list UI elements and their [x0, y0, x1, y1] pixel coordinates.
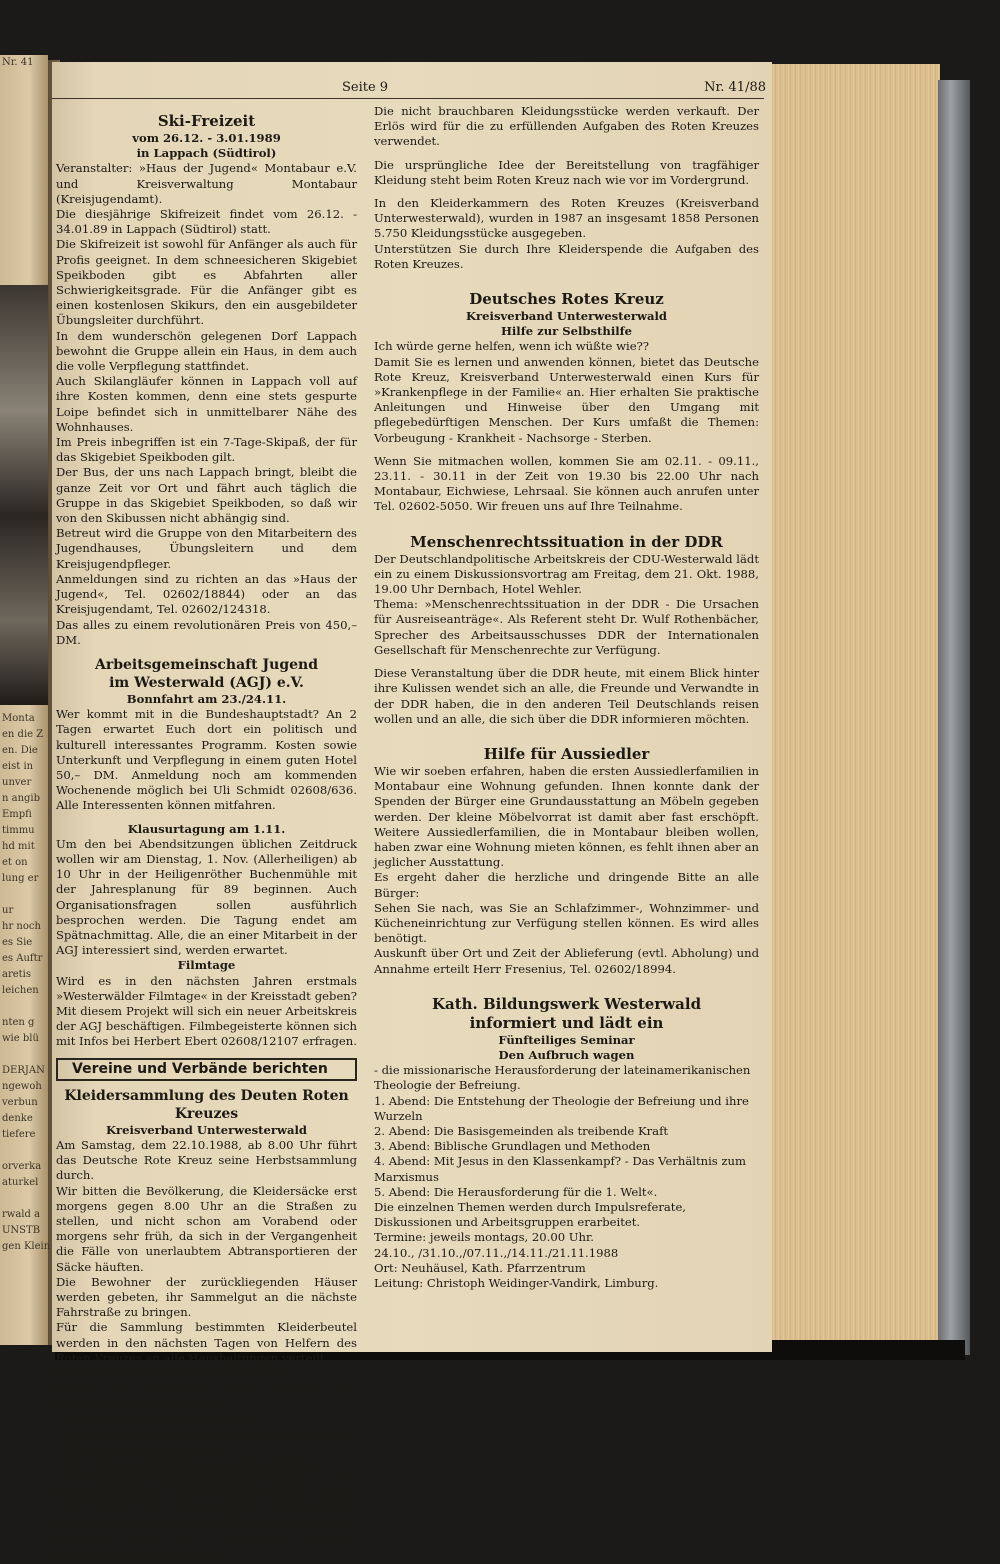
kath-line: Die einzelnen Themen werden durch Impulsreferate, Diskussionen und Arbeitsgruppen erarbeitet. — [374, 1199, 686, 1230]
paragraph: Der Deutschlandpolitische Arbeitskreis der CDU-Westerwald lädt ein zu einem Diskussionsvortrag am Freitag, dem 21. Okt. 1988, 19.00 Uhr Dernbach, Hotel Wehler. — [374, 551, 759, 597]
left-page-fragment: es Sie — [2, 937, 33, 948]
ski-title: Ski-Freizeit — [157, 112, 256, 130]
klausur-title: Klausurtagung am 1.11. — [127, 821, 286, 836]
left-page-fragment — [0, 119, 48, 135]
paragraph: Am Samstag, dem 22.10.1988, ab 8.00 Uhr führt das Deutsche Rote Kreuz seine Herbstsammlung durch. — [56, 1137, 357, 1183]
paragraph: Sehen Sie nach, was Sie an Schlafzimmer-, Wohnzimmer- und Kücheneinrichtung zur Verfügung stellen können. Es wird alles benötigt. — [374, 900, 759, 946]
left-page-fragment: rwald a — [2, 1209, 41, 1220]
left-page-fragment — [0, 135, 48, 151]
book-cover — [938, 80, 970, 1355]
newspaper-page — [52, 62, 772, 1563]
spacer — [374, 515, 759, 533]
left-page-fragment: en die Z — [2, 729, 44, 740]
paragraph: Die Bewohner der zurückliegenden Häuser werden gebeten, ihr Sammelgut an die nächste Fahrstraße zu bringen. — [56, 1274, 357, 1320]
agj-title-2: im Westerwald (AGJ) e.V. — [109, 674, 304, 691]
aussiedler-title: Hilfe für Aussiedler — [483, 744, 650, 763]
paragraph: Im Preis inbegriffen ist ein 7-Tage-Skipaß, der für das Skigebiet Speikboden gilt. — [56, 435, 357, 465]
kath-line: 2. Abend: Die Basisgemeinden als treibende Kraft — [374, 1123, 669, 1138]
paragraph: Die ursprüngliche Idee der Bereitstellung von tragfähiger Kleidung steht beim Roten Kreuz nach wie vor im Vordergrund. — [374, 157, 759, 187]
kath-line: Ort: Neuhäusel, Kath. Pfarrzentrum — [374, 1260, 586, 1275]
kath-sub1: Fünfteiliges Seminar — [498, 1032, 635, 1047]
left-page-fragment — [0, 1143, 48, 1159]
left-page-fragment: orverka — [2, 1161, 42, 1172]
left-page-fragment — [0, 247, 48, 263]
ski-date: vom 26.12. - 3.01.1989 — [132, 131, 281, 145]
drk-sub1: Kreisverband Unterwesterwald — [465, 309, 667, 324]
left-page-fragment: es Auftr — [2, 953, 43, 964]
left-page-fragment — [0, 103, 48, 119]
left-page-fragment — [0, 999, 48, 1015]
paragraph: Thema: »Menschenrechtssituation in der DDR - Die Ursachen für Ausreiseanträge«. Als Referent steht Dr. Wulf Rothenbächer, Sprecher des Arbeitsausschusses DDR der Internationalen Gesellschaft für Menschenrechte zur Verfügung. — [374, 597, 759, 657]
paragraph: Wie wir soeben erfahren, haben die ersten Aussiedlerfamilien in Montabaur eine Wohnung gefunden. Ihnen konnte dank der Spenden der Bürger eine Grundausstattung an Möbeln gegeben werden. Der kleine Möbelvorrat ist damit aber fast erschöpft. Weitere Aussiedlerfamilien, die in Montabaur bleiben wollen, haben zwar eine Wohnung mieten können, es fehlt ihnen aber an jeglicher Ausstattung. — [374, 763, 759, 870]
left-page-fragment — [0, 199, 48, 215]
paragraph: Die Skifreizeit ist sowohl für Anfänger als auch für Profis geeignet. In dem schneesicheren Skigebiet Speikboden gibt es Abfahrten aller Schwierigkeitsgrade. Für die Anfänger gibt es einen kostenlosen Skikurs, den ein ausgebildeter Übungsleiter durchführt. — [56, 237, 357, 328]
left-page-fragment — [0, 183, 48, 199]
left-page-fragment: nten g — [2, 1017, 35, 1028]
kleider-body — [56, 1138, 357, 1564]
ski-body — [56, 161, 357, 648]
left-page-fragment — [0, 263, 48, 279]
vereine-section-header: Vereine und Verbände berichten — [56, 1058, 357, 1081]
left-page-fragment — [0, 215, 48, 231]
left-page-fragment — [0, 167, 48, 183]
left-page-fragment: unver — [2, 777, 32, 788]
kath-line: 1. Abend: Die Entstehung der Theologie der Befreiung und ihre Wurzeln — [374, 1093, 749, 1123]
left-page-fragment: hd mit — [2, 841, 35, 852]
paragraph: Die diesjährige Skifreizeit findet vom 26.12. - 34.01.89 in Lappach (Südtirol) statt. — [56, 207, 357, 237]
left-page-fragment: wie blü — [2, 1033, 39, 1044]
left-page-fragment: UNSTB — [2, 1225, 41, 1236]
left-page-fragment: hr noch — [2, 921, 41, 932]
left-page-fragment: verbun — [2, 1097, 38, 1108]
ski-place: in Lappach (Südtirol) — [136, 146, 277, 161]
left-page-fragment: gen Klein — [2, 1241, 51, 1252]
paragraph: Auskunft über Ort und Zeit der Ablieferung (evtl. Abholung) und Annahme erteilt Herr Fresenius, Tel. 02602/18994. — [374, 946, 759, 976]
page-block-edge — [772, 64, 940, 1344]
bonn-text: Wer kommt mit in die Bundeshauptstadt? An 2 Tagen erwartet Euch dort ein politisch und kulturell interessantes Programm. Kosten sowie Unterkunft und Verpflegung in einem guten Hotel 50,– DM. Anmeldung noch am kommenden Wochenende möglich bei Uli Schmidt 02608/636. Alle Interessenten können mitfahren. — [56, 707, 357, 813]
kleider-title: Kleidersammlung des Deuten Roten Kreuzes — [64, 1087, 349, 1122]
paragraph: Damit Sie es lernen und anwenden können, bietet das Deutsche Rote Kreuz, Kreisverband Unterwesterwald einen Kurs für »Krankenpflege in der Familie« an. Hier erhalten Sie praktische Anleitungen und Hinweise über den Umgang mit pflegebedürftigen Menschen. Der Kurs umfaßt die Themen: Vorbeugung - Krankheit - Nachsorge - Sterben. — [374, 354, 759, 445]
film-text: Wird es in den nächsten Jahren erstmals »Westerwälder Filmtage« in der Kreisstadt geben? Mit diesem Projekt will sich ein neuer Arbeitskreis der AGJ beschäftigen. Filmbegeisterte können sich mit Infos bei Herbert Ebert 02608/12107 erfragen. — [56, 973, 357, 1049]
left-page-fragment: tiefere — [2, 1129, 36, 1140]
paragraph: Betreut wird die Gruppe von den Mitarbeitern des Jugendhauses, Übungsleitern und dem Kreisjugendpfleger. — [56, 526, 357, 571]
paragraph: - Schnitt- und andere Textilabfälle, einzelne oder völlig verschlissene Schuhe — [56, 1426, 357, 1457]
paragraph: Veranstalter: »Haus der Jugend« Montabaur e.V. und Kreisverwaltung Montabaur (Kreisjugendamt). — [56, 161, 357, 206]
paragraph: Es werden Textilien aller Art gesammelt: — [56, 1366, 297, 1381]
paragraph: Der Bus, der uns nach Lappach bringt, bleibt die ganze Zeit vor Ort und fährt auch täglich die Gruppe in das Skigebiet Speikboden, so daß wir von den Skibussen nicht abhängig sind. — [56, 465, 357, 526]
kath-line: Leitung: Christoph Weidinger-Vandirk, Limburg. — [374, 1276, 659, 1290]
left-page-fragment: lung er — [2, 873, 39, 884]
left-page-fragment — [0, 151, 48, 167]
left-page-edge — [0, 55, 51, 1345]
paragraph: Das alles zu einem revolutionären Preis von 450,– DM. — [56, 617, 357, 647]
left-page-fragment: DERJAN — [2, 1065, 45, 1076]
kath-sub2: Den Aufbruch wagen — [498, 1047, 635, 1062]
spacer — [374, 188, 759, 196]
left-page-fragment — [0, 887, 48, 903]
drk-title: Deutsches Rotes Kreuz — [469, 290, 664, 309]
spacer — [374, 727, 759, 745]
kath-line: - die missionarische Herausforderung der lateinamerikanischen Theologie der Befreiung. — [374, 1063, 751, 1093]
drk-sub2: Hilfe zur Selbsthilfe — [500, 324, 633, 339]
paragraph: In dem wunderschön gelegenen Dorf Lappach bewohnt die Gruppe allein ein Haus, in dem auch die volle Verpflegung stattfindet. — [56, 328, 357, 374]
paragraph: Achten Sie aber bitte darauf, daß in den Rotkreuzsammelsack nicht: — [56, 1381, 357, 1411]
left-page-fragment — [0, 231, 48, 247]
ddr-title: Menschenrechtssituation in der DDR — [410, 532, 723, 551]
film-title: Filmtage — [177, 958, 236, 973]
kath-line: 5. Abend: Die Herausforderung für die 1. Welt«. — [374, 1184, 658, 1199]
left-page-fragment: Nr. 41 — [2, 57, 34, 68]
left-column — [52, 112, 357, 1564]
kath-title-1: Kath. Bildungswerk Westerwald — [431, 994, 702, 1013]
agj-title-1: Arbeitsgemeinschaft Jugend — [94, 656, 318, 673]
spacer — [56, 648, 357, 656]
paragraph: Für die Sammlung bestimmten Kleiderbeutel werden in den nächsten Tagen von Helfern des Roten Kreuzes an alle Haushaltungen verteilt. — [56, 1320, 357, 1365]
paragraph: Wenn Sie mitmachen wollen, kommen Sie am 02.11. - 09.11., 23.11. - 30.11 in der Zeit von 19.30 bis 22.00 Uhr nach Montabaur, Eichwiese, Lehrsaal. Sie können auch anrufen unter Tel. 02602-5050. Wir freuen uns auf Ihre Teilnahme. — [374, 453, 759, 514]
left-page-fragment — [0, 87, 48, 103]
klausur-text: Um den bei Abendsitzungen üblichen Zeitdruck wollen wir am Dienstag, 1. Nov. (Allerheiligen) ab 10 Uhr in der Heiligenröther Buchenmühle mit der Jahresplanung für 89 beginnen. Auch Organisationsfragen sollen ausführlich besprochen werden. Die Tagung endet am Spätnachmittag. Alle, die an einer Mitarbeit in der AGJ interessiert sind, werden erwartet. — [56, 836, 357, 958]
kath-line: Termine: jeweils montags, 20.00 Uhr. — [374, 1230, 594, 1245]
left-page-fragment: aturkel — [2, 1177, 39, 1188]
left-page-fragment: en. Die — [2, 745, 38, 756]
left-page-fragment: timmu — [2, 825, 35, 836]
left-page-fragment: Empfi — [2, 809, 32, 820]
paragraph: Die erhaltenen Bekleidungsstücke kommen in die Katastrophenlager des Deutschen Roten Kreuzes und werden bei Katastrophen verteilt. Auch werden die Kleiderkammern des Roten Kreuzes aufgefüllt und an bedürftige Personen Kleidungsstücke ausgegeben. — [56, 1472, 357, 1563]
paragraph: Diese Veranstaltung über die DDR heute, mit einem Blick hinter ihre Kulissen wendet sich an alle, die Freunde und Verwandte in der DDR haben, die in den anderen Teil Deutschlands reisen wollen und an alle, die sich über die DDR informieren möchten. — [374, 666, 759, 726]
spacer — [56, 814, 357, 822]
kleider-subtitle: Kreisverband Unterwesterwald — [105, 1122, 307, 1137]
left-page-fragment: aretis — [2, 969, 32, 980]
paragraph: Wir bitten die Bevölkerung, die Kleidersäcke erst morgens gegen 8.00 Uhr an die Straßen zu stellen, und nicht schon am Vorabend oder morgens sehr früh, da sich in der Vergangenheit die Fälle von unerlaubtem Abtransportieren der Säcke häuften. — [56, 1183, 357, 1274]
spacer — [374, 150, 759, 158]
left-page-fragment — [0, 1047, 48, 1063]
left-page-fragment: eist in — [2, 761, 34, 772]
left-page-fragment: et on — [2, 857, 28, 868]
left-page-fragment: ur — [2, 905, 14, 916]
spacer — [374, 658, 759, 666]
paragraph: Die nicht brauchbaren Kleidungsstücke werden verkauft. Der Erlös wird für die zu erfüllenden Aufgaben des Roten Kreuzes verwendet. — [374, 104, 759, 149]
paragraph: Es ergeht daher die herzliche und dringende Bitte an alle Bürger: — [374, 870, 759, 900]
left-page-fragment: leichen — [2, 985, 39, 996]
left-page-fragment — [0, 1191, 48, 1207]
left-page-fragment: denke — [2, 1113, 33, 1124]
left-page-fragment: n angib — [2, 793, 41, 804]
spacer — [374, 446, 759, 454]
paragraph: - verschlissene Bekleidung aus Kunststoffen — [56, 1457, 315, 1472]
right-column — [374, 104, 759, 1291]
kath-line: 24.10., /31.10.,/07.11.,/14.11./21.11.1988 — [374, 1245, 619, 1260]
spacer — [374, 272, 759, 290]
left-page-fragment: Monta — [2, 713, 35, 724]
paragraph: Ich würde gerne helfen, wenn ich wüßte wie?? — [374, 339, 650, 354]
paragraph: Anmeldungen sind zu richten an das »Haus der Jugend«, Tel. 02602/18844) oder an das Kreisjugendamt, Tel. 02602/124318. — [56, 571, 357, 617]
left-page-fragment: ngewoh — [2, 1081, 42, 1092]
kath-line: 4. Abend: Mit Jesus in den Klassenkampf? - Das Verhältnis zum Marxismus — [374, 1154, 746, 1184]
paragraph: In den Kleiderkammern des Roten Kreuzes (Kreisverband Unterwesterwald), wurden in 1987 an insgesamt 1858 Personen 5.750 Kleidungsstücke ausgegeben. — [374, 196, 759, 241]
kath-title-2: informiert und lädt ein — [469, 1013, 664, 1032]
issue-number: Nr. 41/88 — [704, 80, 766, 95]
paragraph: Unterstützen Sie durch Ihre Kleiderspende die Aufgaben des Roten Kreuzes. — [374, 241, 759, 271]
left-page-fragment — [0, 71, 48, 87]
spacer — [374, 977, 759, 995]
paragraph: Auch Skilangläufer können in Lappach voll auf ihre Kosten kommen, denn eine stets gespurte Loipe befindet sich in unmittelbarer Nähe des Wohnhauses. — [56, 374, 357, 434]
kath-line: 3. Abend: Biblische Grundlagen und Methoden — [374, 1139, 651, 1154]
left-page-photo — [0, 285, 48, 705]
paragraph: - Öl- und ölverschmutzte Kleidung — [56, 1411, 258, 1426]
page-number: Seite 9 — [342, 80, 389, 95]
kath-body — [374, 1063, 759, 1291]
header-rule — [52, 98, 764, 99]
bonn-title: Bonnfahrt am 23./24.11. — [126, 691, 287, 706]
page-header — [52, 80, 772, 100]
